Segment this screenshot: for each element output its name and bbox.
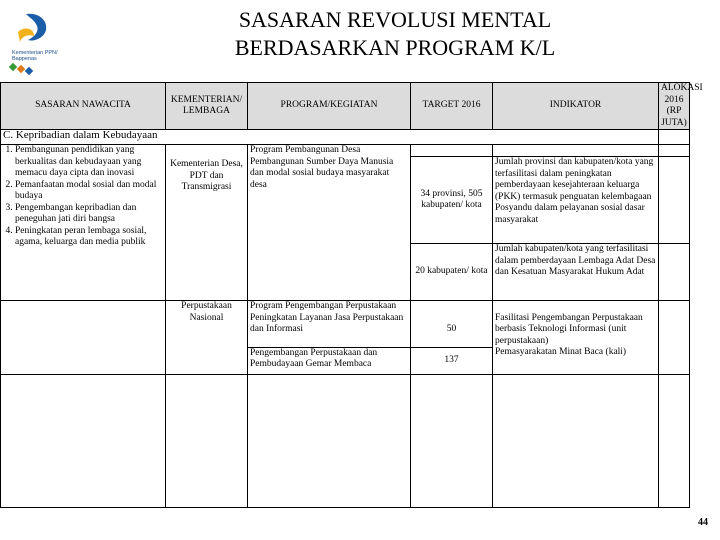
empty-cell — [411, 374, 493, 507]
logo-caption — [12, 50, 58, 62]
table-row — [1, 301, 690, 313]
sasaran-item: 3. Pengembangan kepribadian dan peneguhan jati diri bangsa — [15, 203, 163, 226]
section-row-end — [659, 130, 690, 145]
alokasi-cell — [659, 157, 690, 244]
program-cell: Program Pengembangan Perpustakaan — [248, 301, 411, 313]
header-sasaran: SASARAN NAWACITA — [1, 83, 166, 130]
kementerian-cell: Perpustakaan Nasional — [166, 301, 248, 375]
header-program: PROGRAM/KEGIATAN — [248, 83, 411, 130]
indikator-cell: Jumlah provinsi dan kabupaten/kota yang terfasilitasi dalam peningkatan pemberdayaan kesejahteraan keluarga (PKK) termasuk penguatan kelembagaan Posyandu dalam pelayanan sosial dasar masyarakat — [493, 157, 659, 244]
target-cell — [411, 301, 493, 313]
sasaran-list — [3, 145, 163, 249]
logo-caption-line2: Bappenas — [12, 56, 37, 62]
kementerian-cell: Kementerian Desa, PDT dan Transmigrasi — [166, 145, 248, 301]
indikator-text: Pemasyarakatan Minat Baca (kali) — [495, 347, 627, 357]
target-cell: 34 provinsi, 505 kabupaten/ kota — [411, 157, 493, 244]
program-cell: Program Pembangunan Desa — [248, 145, 411, 157]
header-indikator: INDIKATOR — [493, 83, 659, 130]
target-cell — [411, 145, 493, 157]
indikator-cell — [493, 301, 659, 313]
sasaran-item: 2. Pemanfaatan modal sosial dan modal budaya — [15, 180, 163, 203]
kegiatan-cell: Pengembangan Perpustakaan dan Pembudayaan Gemar Membaca — [248, 347, 411, 374]
bappenas-emblem-icon — [4, 6, 68, 76]
empty-cell — [248, 374, 411, 507]
indikator-cell — [493, 313, 659, 375]
bappenas-logo — [4, 6, 68, 76]
section-title: C. Kepribadian dalam Kebudayaan — [1, 130, 659, 145]
kegiatan-cell: Peningkatan Layanan Jasa Perpustakaan dan Informasi — [248, 313, 411, 348]
indikator-cell: Jumlah kabupaten/kota yang terfasilitasi dalam pemberdayaan Lembaga Adat Desa dan Kesatuan Masyarakat Hukum Adat — [493, 244, 659, 301]
title-line1: SASARAN REVOLUSI MENTAL — [238, 7, 552, 32]
table-row — [1, 145, 690, 157]
alokasi-cell — [659, 244, 690, 301]
section-row — [1, 130, 690, 145]
program-table — [0, 82, 703, 508]
empty-cell — [166, 374, 248, 507]
indikator-cell — [493, 145, 659, 157]
sasaran-item: 4. Peningkatan peran lembaga sosial, agama, keluarga dan media publik — [15, 226, 163, 249]
sasaran-cell — [1, 301, 166, 375]
header-target: TARGET 2016 — [411, 83, 493, 130]
logo-caption-line1: Kementerian PPN/ — [12, 50, 58, 56]
empty-cell — [493, 374, 659, 507]
table-header-row — [1, 83, 690, 130]
header-kementerian: KEMENTERIAN/ LEMBAGA — [166, 83, 248, 130]
kegiatan-cell: Pembangunan Sumber Daya Manusia dan modal sosial budaya masyarakat desa — [248, 157, 411, 301]
table-row — [1, 374, 690, 507]
page-title — [160, 6, 630, 62]
target-cell: 20 kabupaten/ kota — [411, 244, 493, 301]
target-cell: 50 — [411, 313, 493, 348]
alokasi-cell — [659, 301, 690, 375]
title-line2: BERDASARKAN PROGRAM K/L — [234, 35, 556, 60]
page-number: 44 — [698, 517, 708, 528]
alokasi-cell — [659, 145, 690, 157]
sasaran-item: 1. Pembangunan pendidikan yang berkualitas dan kebudayaan yang memacu daya cipta dan inovasi — [15, 145, 163, 180]
sasaran-cell — [1, 145, 166, 301]
empty-cell — [1, 374, 166, 507]
empty-cell — [659, 374, 690, 507]
header-alokasi: ALOKASI 2016 (RP JUTA) — [659, 83, 690, 130]
target-cell: 137 — [411, 347, 493, 374]
indikator-text: Fasilitasi Pengembangan Perpustakaan berbasis Teknologi Informasi (unit perpustakaan) — [495, 312, 643, 346]
